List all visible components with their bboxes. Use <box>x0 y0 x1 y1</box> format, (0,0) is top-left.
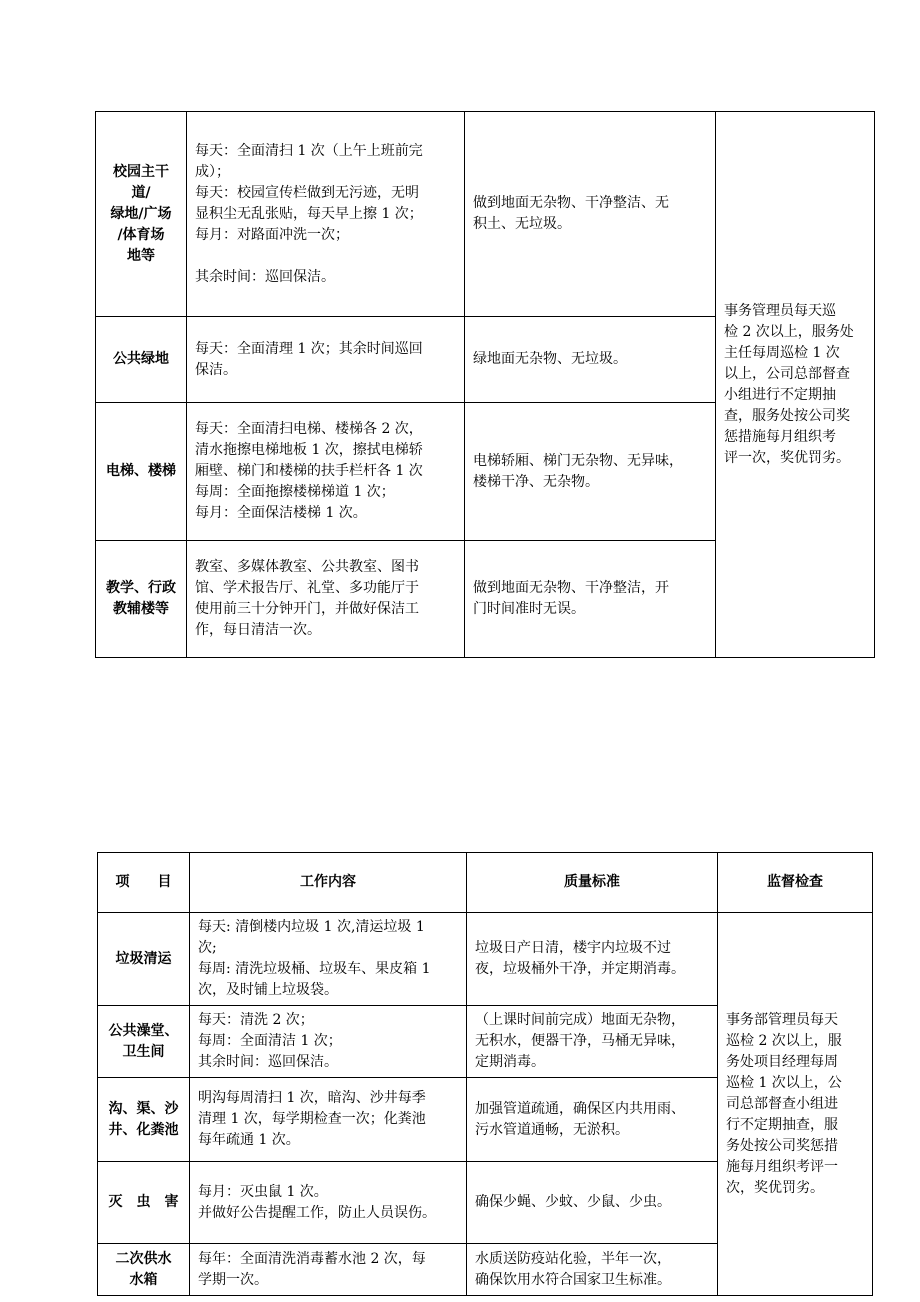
text-line: 确保少蝇、少蚊、少鼠、少虫。 <box>475 1194 671 1210</box>
text-line: 主任每周巡检 1 次 <box>724 344 840 361</box>
text-line: 无积水，便器干净，马桶无异味， <box>475 1033 685 1049</box>
text-line: 确保饮用水符合国家卫生标准。 <box>475 1271 671 1288</box>
text-line: 积土、无垃圾。 <box>473 216 571 232</box>
text-line: 次; <box>198 940 217 956</box>
text-line: 做到地面无杂物、干净整洁，开 <box>473 580 669 596</box>
item-cell <box>96 112 187 317</box>
header-quality-standard: 质量标准 <box>467 853 718 913</box>
text-line: 其余时间：巡回保洁。 <box>198 1054 338 1070</box>
quality-standard-cell <box>465 317 716 403</box>
text-line: 其余时间：巡回保洁。 <box>195 268 335 285</box>
work-content-cell <box>187 317 465 403</box>
text-line: 教辅楼等 <box>113 601 169 617</box>
text-line: 巡检 2 次以上，服 <box>726 1032 842 1049</box>
text-line: 井、化粪池 <box>108 1121 179 1138</box>
text-line <box>195 246 456 267</box>
text-line: 电梯、楼梯 <box>106 463 176 479</box>
text-line: 垃圾日产日清，楼宇内垃圾不过 <box>475 940 671 956</box>
text-line: 评一次，奖优罚劣。 <box>724 449 850 466</box>
quality-standard-cell <box>465 541 716 658</box>
item-cell <box>98 1006 190 1078</box>
text-line: 道/ <box>131 184 151 201</box>
text-line: 次，奖优罚劣。 <box>726 1179 824 1196</box>
work-content-cell <box>187 541 465 658</box>
text-line: 查，服务处按公司奖 <box>724 407 850 424</box>
text-line: 行不定期抽查，服 <box>726 1116 838 1133</box>
item-cell <box>98 1078 190 1162</box>
text-line: 司总部督查小组进 <box>726 1095 838 1112</box>
text-line: 每天：全面清扫电梯、楼梯各 2 次， <box>195 421 423 437</box>
text-line: 每周：全面拖擦楼梯梯道 1 次； <box>195 484 395 500</box>
text-line: 巡检 1 次以上，公 <box>726 1074 842 1091</box>
text-line: 垃圾清运 <box>115 950 172 967</box>
item-cell <box>96 403 187 541</box>
text-line: 每月：对路面冲洗一次； <box>195 226 349 243</box>
text-line: 每天：全面清扫 1 次（上午上班前完 <box>195 142 423 159</box>
text-line: 电梯轿厢、梯门无杂物、无异味， <box>473 452 683 469</box>
text-line: 施每月组织考评一 <box>726 1158 838 1175</box>
quality-standard-cell <box>467 1006 718 1078</box>
quality-standard-cell <box>467 1078 718 1162</box>
text-line: 加强管道疏通，确保区内共用雨、 <box>475 1100 685 1117</box>
work-content-cell <box>190 913 467 1006</box>
item-cell <box>98 913 190 1006</box>
quality-standard-cell <box>467 1244 718 1296</box>
text-line: 每周: 清洗垃圾桶、垃圾车、果皮箱 1 <box>198 961 431 977</box>
cleaning-standards-table-1 <box>95 111 875 658</box>
text-line: 楼梯干净、无杂物。 <box>473 473 599 490</box>
text-line: 绿地/广场 <box>110 205 172 222</box>
text-line: 夜，垃圾桶外干净，并定期消毒。 <box>475 961 685 977</box>
text-line: 卫生间 <box>122 1043 165 1060</box>
header-supervision: 监督检查 <box>718 853 873 913</box>
text-line: 务处按公司奖惩措 <box>726 1137 838 1154</box>
text-line: 校园主干 <box>113 163 169 180</box>
header-item: 项 目 <box>98 853 190 913</box>
work-content-cell <box>190 1078 467 1162</box>
text-line: 清水拖擦电梯地板 1 次，擦拭电梯轿 <box>195 442 423 458</box>
cleaning-standards-table-2 <box>97 852 873 1296</box>
text-line: 门时间准时无误。 <box>473 601 585 617</box>
text-line: 每周：全面清洁 1 次； <box>198 1033 342 1049</box>
text-line: 做到地面无杂物、干净整洁、无 <box>473 195 669 211</box>
text-line: 每月：全面保洁楼梯 1 次。 <box>195 505 367 521</box>
text-line: 并做好公告提醒工作，防止人员误伤。 <box>198 1204 436 1221</box>
text-line: 惩措施每月组织考 <box>724 428 836 445</box>
text-line: 明沟每周清扫 1 次，暗沟、沙井每季 <box>198 1090 426 1106</box>
text-line: 每天: 清倒楼内垃圾 1 次,清运垃圾 1 <box>198 919 425 935</box>
work-content-cell <box>190 1006 467 1078</box>
text-line: 次，及时铺上垃圾袋。 <box>198 982 338 998</box>
text-line: 事务管理员每天巡 <box>724 302 836 319</box>
text-line: 二次供水 <box>115 1250 172 1267</box>
text-line: 绿地面无杂物、无垃圾。 <box>473 351 627 367</box>
text-line: 每年：全面清洗消毒蓄水池 2 次，每 <box>198 1250 426 1267</box>
table-row <box>98 913 873 1006</box>
text-line: 每天：校园宣传栏做到无污迹，无明 <box>195 184 419 201</box>
text-line: 厢壁、梯门和楼梯的扶手栏杆各 1 次 <box>195 463 423 479</box>
supervision-cell <box>718 913 873 1296</box>
text-line: 地等 <box>127 247 155 264</box>
item-cell <box>98 1244 190 1296</box>
text-line: 以上，公司总部督查 <box>724 365 850 382</box>
text-line: 学期一次。 <box>198 1271 268 1288</box>
header-work-content: 工作内容 <box>190 853 467 913</box>
text-line: 事务部管理员每天 <box>726 1011 838 1028</box>
work-content-cell <box>187 112 465 317</box>
quality-standard-cell <box>467 1162 718 1244</box>
text-line: 馆、学术报告厅、礼堂、多功能厅于 <box>195 580 419 596</box>
text-line: 保洁。 <box>195 361 237 378</box>
text-line: 公共澡堂、 <box>108 1022 179 1039</box>
text-line: 每天：清洗 2 次； <box>198 1012 314 1028</box>
text-line: 水质送防疫站化验，半年一次， <box>475 1250 671 1267</box>
text-line: 每天：全面清理 1 次；其余时间巡回 <box>195 340 423 357</box>
text-line: （上课时间前完成）地面无杂物， <box>475 1012 685 1028</box>
text-line: 显积尘无乱张贴，每天早上擦 1 次； <box>195 205 423 222</box>
text-line: 小组进行不定期抽 <box>724 386 836 403</box>
table-row <box>96 112 875 317</box>
text-line: 检 2 次以上，服务处 <box>724 323 854 340</box>
text-line: 务处项目经理每周 <box>726 1053 838 1070</box>
quality-standard-cell <box>467 913 718 1006</box>
text-line: 沟、渠、沙 <box>108 1100 179 1117</box>
text-line: 每月：灭虫鼠 1 次。 <box>198 1183 328 1200</box>
item-cell <box>96 317 187 403</box>
text-line: 每年疏通 1 次。 <box>198 1132 300 1148</box>
text-line: 公共绿地 <box>113 351 169 367</box>
item-cell <box>98 1162 190 1244</box>
work-content-cell <box>190 1244 467 1296</box>
quality-standard-cell <box>465 112 716 317</box>
work-content-cell <box>187 403 465 541</box>
header-row <box>98 853 873 913</box>
text-line: 使用前三十分钟开门，并做好保洁工 <box>195 601 419 617</box>
text-line: 水箱 <box>129 1271 158 1288</box>
text-line: 污水管道通畅，无淤积。 <box>475 1121 629 1138</box>
item-cell <box>96 541 187 658</box>
text-line: 灭 虫 害 <box>108 1194 179 1210</box>
text-line: 作，每日清洁一次。 <box>195 622 321 638</box>
text-line: 教学、行政 <box>106 580 176 596</box>
text-line: /体育场 <box>117 226 165 243</box>
text-line: 清理 1 次，每学期检查一次；化粪池 <box>198 1111 426 1127</box>
text-line: 成）； <box>195 163 230 180</box>
work-content-cell <box>190 1162 467 1244</box>
supervision-cell <box>716 112 875 658</box>
text-line: 教室、多媒体教室、公共教室、图书 <box>195 559 419 575</box>
text-line: 定期消毒。 <box>475 1054 545 1070</box>
quality-standard-cell <box>465 403 716 541</box>
